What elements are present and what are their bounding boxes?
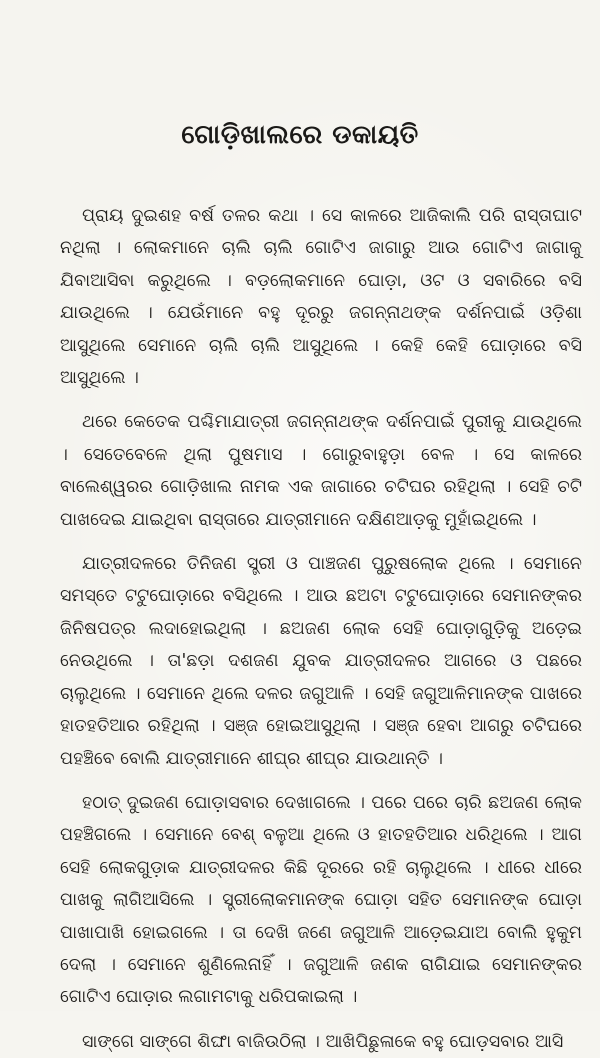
chapter-body: [60, 200, 582, 1058]
paragraph-5: ସାଙ୍ଗେ ସାଙ୍ଗେ ଶିଙ୍ଘା ବାଜିଉଠିଲା । ଆଖିପିଛୁଳାକେ ବହୁ ଘୋଡ଼ସବାର ଆସି: [82, 1031, 564, 1052]
paragraph-2: ଥରେ କେତେକ ପଶ୍ଚିମାଯାତ୍ରୀ ଜଗନ୍ନାଥଙ୍କ ଦର୍ଶନପାଇଁ ପୁରୀକୁ ଯାଉଥିଲେ । ସେତେବେଳେ ଥିଲା ପୁଷମାସ । ଗୋରୁବାହୁଡ଼ା ବେଳ । ସେ କାଳରେ ବାଲେଶ୍ୱରର ଗୋଡ଼ିଖାଲ ନାମକ ଏକ ଜାଗାରେ ଚଟିଘର ରହିଥିଲା । ସେହି ଚଟି ପାଖଦେଇ ଯାଇଥିବା ରାସ୍ତାରେ ଯାତ୍ରୀମାନେ ଦକ୍ଷିଣଆଡ଼କୁ ମୁହାଁଇଥିଲେ ।: [60, 412, 582, 530]
chapter-title: ଗୋଡ଼ିଖାଲରେ ଡକାୟତି: [181, 120, 419, 150]
paragraph-4: ହଠାତ୍ ଦୁଇଜଣ ଘୋଡ଼ାସବାର ଦେଖାଗଲେ । ପରେ ପରେ ଚାରି ଛଅଜଣ ଲୋକ ପହଞ୍ଚିଗଲେ । ସେମାନେ ବେଶ୍ ବଳୁଆ ଥିଲେ ଓ ହାତହତିଆର ଧରିଥିଲେ । ଆଗ ସେହି ଲୋକଗୁଡ଼ାକ ଯାତ୍ରୀଦଳର କିଛି ଦୂରରେ ରହି ଚାଲୁଥିଲେ । ଧୀରେ ଧୀରେ ପାଖକୁ ଲାଗିଆସିଲେ । ସ୍ତ୍ରୀଲୋକମାନଙ୍କ ଘୋଡ଼ା ସହିତ ସେମାନଙ୍କ ଘୋଡ଼ା ପାଖାପାଖି ହୋଇଗଲେ । ତା ଦେଖି ଜଣେ ଜଗୁଆଳି ଆଡ଼େଇଯାଅ ବୋଲି ହୁକୁମ ଦେଲା । ସେମାନେ ଶୁଣିଲେନାହିଁ । ଜଗୁଆଳି ଜଣକ ରାଗିଯାଇ ସେମାନଙ୍କର ଗୋଟିଏ ଘୋଡ଼ାର ଲଗାମଟାକୁ ଧରିପକାଇଲା ।: [60, 792, 582, 1008]
paragraph-1: ପ୍ରାୟ ଦୁଇଶହ ବର୍ଷ ତଳର କଥା । ସେ କାଳରେ ଆଜିକାଲି ପରି ରାସ୍ତାଘାଟ ନଥିଲା । ଲୋକମାନେ ଚାଲି ଚାଲି ଗୋଟିଏ ଜାଗାରୁ ଆଉ ଗୋଟିଏ ଜାଗାକୁ ଯିବାଆସିବା କରୁଥିଲେ । ବଡ଼ଲୋକମାନେ ଘୋଡ଼ା, ଓଟ ଓ ସବାରିରେ ବସି ଯାଉଥିଲେ । ଯେଉଁମାନେ ବହୁ ଦୂରରୁ ଜଗନ୍ନାଥଙ୍କ ଦର୍ଶନପାଇଁ ଓଡ଼ିଶା ଆସୁଥିଲେ ସେମାନେ ଚାଲି ଚାଲି ଆସୁଥିଲେ । କେହି କେହି ଘୋଡ଼ାରେ ବସି ଆସୁଥିଲେ ।: [60, 206, 582, 389]
paragraph-3: ଯାତ୍ରୀଦଳରେ ତିନିଜଣ ସ୍ତ୍ରୀ ଓ ପାଞ୍ଚଜଣ ପୁରୁଷଲୋକ ଥିଲେ । ସେମାନେ ସମସ୍ତେ ଟଟୁଘୋଡ଼ାରେ ବସିଥିଲେ । ଆଉ ଛଅଟା ଟଟୁଘୋଡ଼ାରେ ସେମାନଙ୍କର ଜିନିଷପତ୍ର ଲଦାହୋଇଥିଲା । ଛଅଜଣ ଲୋକ ସେହି ଘୋଡ଼ାଗୁଡ଼ିକୁ ଅଡ଼େଇ ନେଉଥିଲେ । ତା'ଛଡ଼ା ଦଶଜଣ ଯୁବକ ଯାତ୍ରୀଦଳର ଆଗରେ ଓ ପଛରେ ଚାଲୁଥିଲେ । ସେମାନେ ଥିଲେ ଦଳର ଜଗୁଆଳି । ସେହି ଜଗୁଆଳିମାନଙ୍କ ପାଖରେ ହାତହତିଆର ରହିଥିଲା । ସଞ୍ଜ ହୋଇଆସୁଥିଲା । ସଞ୍ଜ ହେବା ଆଗରୁ ଚଟିଘରେ ପହଞ୍ଚିବେ ବୋଲି ଯାତ୍ରୀମାନେ ଶୀଘ୍ର ଶୀଘ୍ର ଯାଉଥାନ୍ତି ।: [60, 554, 582, 769]
